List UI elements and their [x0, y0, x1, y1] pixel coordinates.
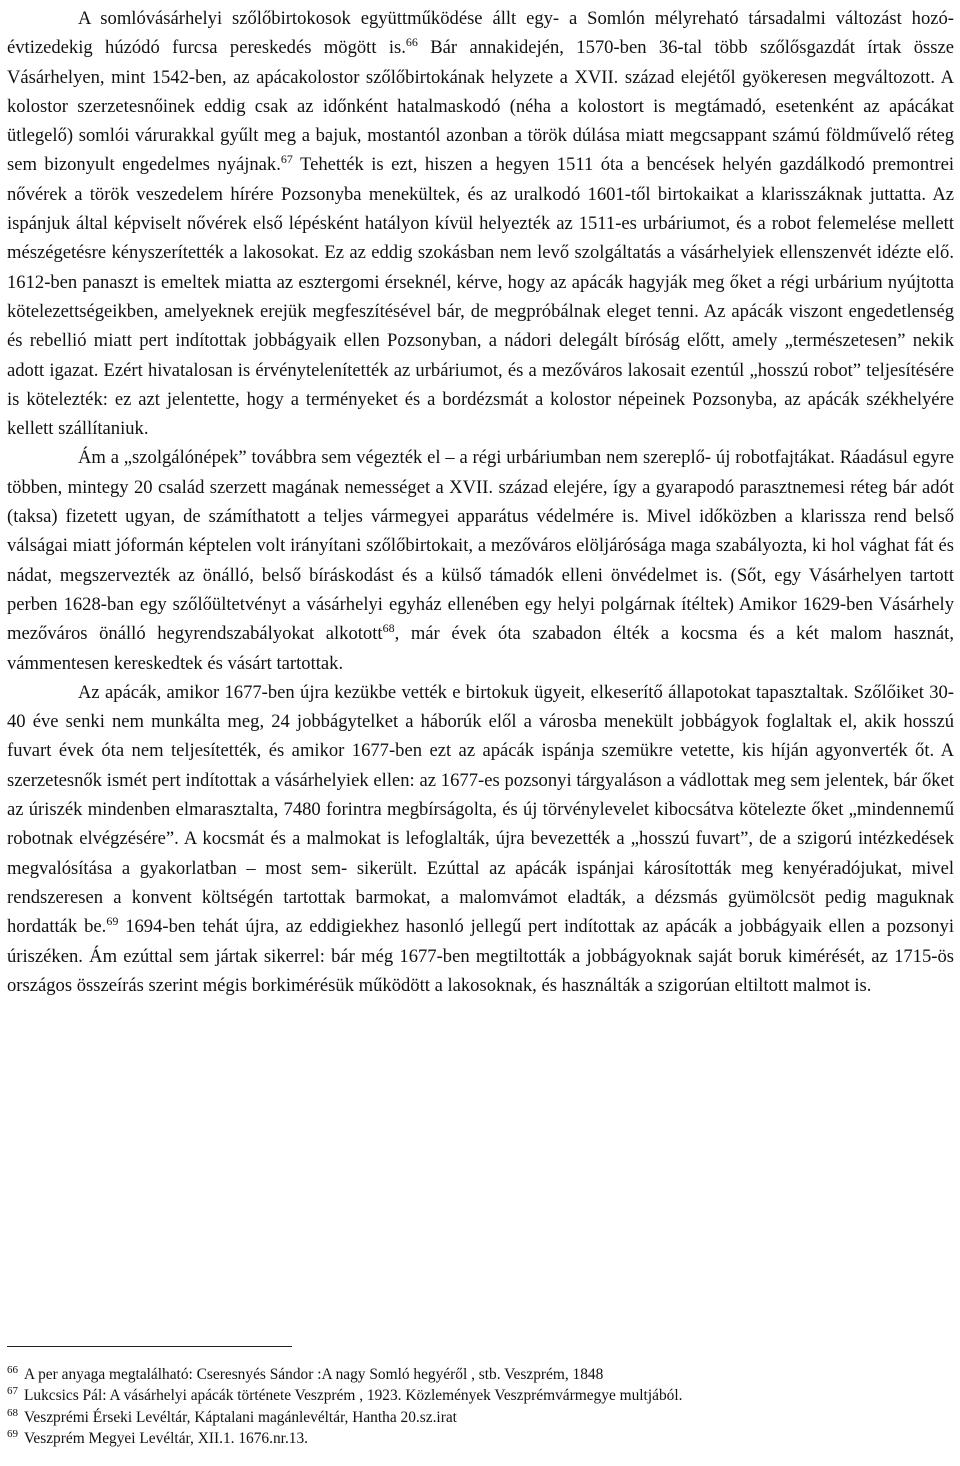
text-run: , már évek óta szabadon élték a kocsma és a két malom hasznát, vámmentesen kereskedtek és vásárt tartottak.: [7, 623, 954, 674]
text-run: Ám a „szolgálónépek” továbbra sem végezték el – a régi urbáriumban nem szereplő- új robotfajtákat. Ráadásul egyre többen, mintegy 20 család szerzett magának nemességet a XVII. század elejére, így a gyarapodó parasztnemesi réteg bár adót (taksa) fizetett ugyan, de számíthatott a teljes vármegyei apparátus védelmére is. Mivel időközben a klarissza rend belső válságai miatt jóformán képtelen volt irányítani szőlőbirtokait, a mezőváros elöljárósága maga szabályozta, ki hol vághat fát és nádat, megszervezték az önálló, belső bíráskodást és a külső támadók elleni önvédelmet is. (Sőt, egy Vásárhelyen tartott perben 1628-ban egy szőlőültetvényt a vásárhelyi egyház ellenében egy helyi polgárnak ítéltek) Amikor 1629-ben Vásárhely mezőváros önálló hegyrendszabályokat alkotott: [7, 447, 954, 645]
text-run: Bár annakidején, 1570-ben 36-tal több szőlősgazdát írtak össze Vásárhelyen, mint 1542-ben, az apácakolostor szőlőbirtokának helyzete a XVII. század elejétől gyökeresen megváltozott. A kolostor szerzetesnőinek eddig csak az időnként hatalmaskodó (néha a kolostort is megtámadó, esetenként az apácákat ütlegelő) somlói várurakkal gyűlt meg a bajuk, mostantól azonban a török dúlása miatt megcsappant számú földművelő réteg sem bizonyult engedelmes nyájnak.: [7, 37, 955, 176]
footnote-68: [7, 1407, 954, 1428]
paragraph: [7, 4, 954, 443]
footnote-text: Lukcsics Pál: A vásárhelyi apácák története Veszprém , 1923. Közlemények Veszprémvármegye multjából.: [24, 1387, 683, 1405]
text-run: Az apácák, amikor 1677-ben újra kezükbe vették e birtokuk ügyeit, elkeserítő állapotokat tapasztaltak. Szőlőiket 30-40 éve senki nem munkálta meg, 24 jobbágytelket a háborúk elől a városba menekült jobbágyok foglaltak el, akik hosszú fuvart évek óta nem teljesítették, és amikor 1677-ben ezt az apácák ispánja szemükre vetette, kis híján agyonverték őt. A szerzetesnők ismét pert indítottak a vásárhelyiek ellen: az 1677-es pozsonyi tárgyaláson a vádlottak meg sem jelentek, bár őket az úriszék mindenben elmarasztalta, 7480 forintra megbírságolta, és új törvénylevelet kibocsátva kötelezte őket „mindennemű robotnak elvégzésére”. A kocsmát és a malmokat is lefoglalták, újra bevezették a „hosszú fuvart”, de a szigorú intézkedések megvalósítása a gyakorlatban – most sem- sikerült. Ezúttal az apácák ispánjai károsították meg kenyéradójukat, mivel rendszeresen a konvent költségén tartottak barmokat, a malomvámot eladták, a dézsmás gyümölcsöt pedig maguknak hordatták be.: [7, 681, 954, 938]
footnote-text: A per anyaga megtalálható: Cseresnyés Sándor :A nagy Somló hegyéről , stb. Veszprém, 1848: [24, 1366, 604, 1383]
footnote-69: [7, 1428, 954, 1449]
footnote-number: 68: [7, 1406, 18, 1419]
footnote-number: 66: [7, 1364, 18, 1376]
footnote-67: [7, 1385, 954, 1406]
footnote-number: 67: [7, 1385, 18, 1398]
main-text: [7, 4, 954, 1000]
footnote-ref-66: 66: [405, 35, 418, 50]
footnote-66: [7, 1364, 954, 1385]
paragraph: [7, 678, 954, 1000]
footnote-ref-68: 68: [382, 621, 395, 636]
paragraph: [7, 443, 954, 677]
footnote-number: 69: [7, 1428, 18, 1441]
footnote-text: Veszprémi Érseki Levéltár, Káptalani magánlevéltár, Hantha 20.sz.irat: [24, 1408, 457, 1426]
text-run: Tehették is ezt, hiszen a hegyen 1511 óta a bencések helyén gazdálkodó premontrei nővérek a török veszedelem hírére Pozsonyba menekültek, és az uralkodó 1601-től birtokaikat a klarisszáknak juttatta. Az ispánjuk által képviselt nővérek első lépésként hatályon kívül helyezték az 1511-es urbáriumot, és a robot felemelése mellett mészégetésre kényszerítették a lakosokat. Ez az eddig szokásban nem levő szolgáltatás a vásárhelyiek ellenszenvét idézte elő. 1612-ben panaszt is emeltek miatta az esztergomi érseknél, kérve, hogy az apácák hagyják meg őket a régi urbárium nyújtotta kötelezettségeikben, amelyeknek erejük megfeszítésével bár, de megpróbálnak eleget tenni. Az apácák viszont engedetlenség és rebellió miatt pert indítottak jobbágyaik ellen Pozsonyban, a nádori delegált bíróság előtt, amely „természetesen” nekik adott igazat. Ezért hivatalosan is érvénytelenítették az urbáriumot, és a mezőváros lakosait ezentúl „hosszú robot” teljesítésére is kötelezték: ez azt jelentette, hogy a terményeket és a bordézsmát a kolostor népeinek Pozsonyba, az apácák székhelyére kellett szállítaniuk.: [7, 154, 955, 440]
text-run: A somlóvásárhelyi szőlőbirtokosok együttműködése állt egy- a Somlón mélyreható társadalmi változást hozó- évtizedekig húzódó furcsa pereskedés mögött is.: [7, 8, 954, 59]
text-run: 1694-ben tehát újra, az eddigiekhez hasonló jellegű pert indítottak az apácák a jobbágyaik ellen a pozsonyi úriszéken. Ám ezúttal sem jártak sikerrel: bár még 1677-ben megtiltották a jobbágyoknak saját boruk kimérését, az 1715-ös országos összeírás szerint mégis borkimérésük működött a lakosoknak, és használták a szigorúan eltiltott malmot is.: [7, 916, 954, 996]
footnote-ref-67: 67: [280, 152, 293, 167]
footnote-text: Veszprém Megyei Levéltár, XII.1. 1676.nr.13.: [24, 1430, 309, 1448]
footnotes: [7, 1364, 954, 1450]
footnote-separator: [7, 1346, 292, 1347]
footnote-ref-69: 69: [106, 914, 119, 929]
